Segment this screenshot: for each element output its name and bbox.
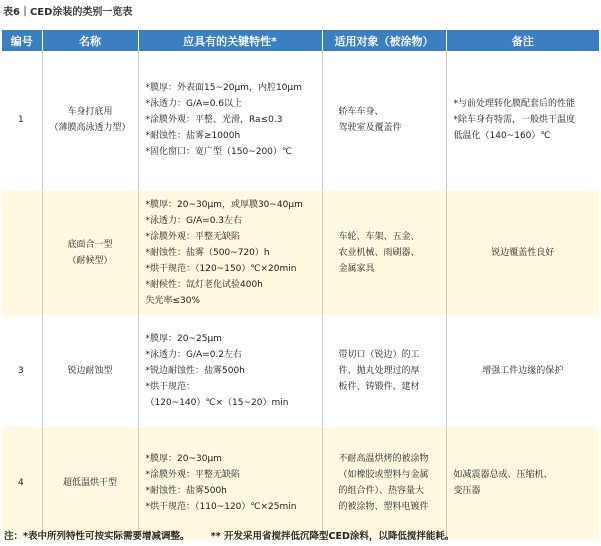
row-key-properties-line: *膜厚：外表面15~20μm，内腔10μm [145, 83, 302, 94]
note-1: 注：*表中所列特性可按实际需要增减调整。 [4, 531, 190, 542]
row-applicable-objects-line: 驾驶室及覆盖件 [338, 123, 402, 134]
header-remarks: 备注 [446, 30, 599, 51]
row-key-properties-line: *膜厚：20~25μm [145, 333, 222, 344]
row-applicable-objects-line: 带切口（锐边）的工 [338, 349, 420, 360]
ced-category-table [2, 30, 599, 540]
row-key-properties-line: *耐蚀性：盐雾≥1000h [145, 131, 241, 142]
row-name-line: 车身打底用 [67, 107, 113, 118]
row-key-properties-line: *耐蚀性：盐雾500h [145, 485, 227, 496]
row-key-properties-line: （120~140）℃×（15~20）min [145, 397, 289, 408]
row-name [42, 190, 138, 315]
table-header-row [2, 30, 599, 51]
row-remarks-line: 锐边覆盖性良好 [491, 247, 555, 258]
header-applicable-objects: 适用对象（被涂物） [322, 30, 446, 51]
row-key-properties-line: *烘干规范： [145, 381, 196, 392]
row-key-properties-line: *涂膜外观：平整、光滑，Ra≤0.3 [145, 115, 283, 126]
row-name [42, 315, 138, 426]
row-name-line: 底面合一型 [67, 239, 113, 250]
row-key-properties-line: *涂膜外观：平整无缺陷 [145, 469, 241, 480]
row-applicable-objects-line: 不耐高温烘烤的被涂物 [338, 453, 429, 464]
row-key-properties-line: *膜厚：20~30μm，或厚膜30~40μm [145, 199, 303, 210]
row-key-properties-line: *烘干规范：（110~120）℃×25min [145, 501, 297, 512]
row-number [2, 190, 42, 315]
row-key-properties-line: *耐蚀性：盐雾（500~720）h [145, 247, 270, 258]
row-remarks-line: 如减震器总成、压缩机、 [453, 469, 553, 480]
row-applicable-objects-line: 农业机械、雨刷器、 [338, 247, 420, 258]
row-applicable-objects [322, 315, 446, 426]
row-key-properties [138, 426, 322, 539]
header-name: 名称 [42, 30, 138, 51]
row-name [42, 51, 138, 190]
row-key-properties-line: *泳透力：G/A=0.3左右 [145, 215, 243, 226]
table-row [2, 190, 599, 315]
row-applicable-objects-line: （如橡胶或塑料与金属 [338, 469, 429, 480]
row-key-properties-line: *锐边耐蚀性：盐雾500h [145, 365, 245, 376]
row-applicable-objects-line: 的被涂物、塑料电镀件 [338, 501, 429, 512]
row-remarks [446, 51, 599, 190]
row-key-properties-line: *涂膜外观：平整无缺陷 [145, 231, 241, 242]
row-key-properties [138, 315, 322, 426]
row-key-properties-line: *泳透力：G/A=0.6以上 [145, 99, 243, 110]
row-name-line: 超低温烘干型 [62, 477, 117, 488]
row-key-properties [138, 51, 322, 190]
row-name-line: 锐边耐蚀型 [67, 365, 113, 376]
row-number: 1 [2, 51, 42, 190]
row-remarks-line: 变压器 [453, 485, 481, 496]
row-remarks-line: *与前处理转化膜配套后的性能 [453, 99, 576, 110]
row-key-properties [138, 190, 322, 315]
row-remarks-line: 低温化（140~160）℃ [453, 131, 551, 142]
row-key-properties-line: *泳透力：G/A=0.2左右 [145, 349, 243, 360]
row-key-properties-line: *烘干规范：（120~150）℃×20min [145, 263, 297, 274]
row-applicable-objects-line: 板件、铸锻件、建材 [338, 381, 420, 392]
row-remarks [446, 190, 599, 315]
row-applicable-objects-line: 的组合件）、热容量大 [338, 485, 425, 496]
row-key-properties-line: *耐候性：氙灯老化试验400h [145, 279, 263, 290]
row-key-properties-line: *固化窗口：宽广型（150~200）℃ [145, 147, 293, 158]
row-applicable-objects [322, 190, 446, 315]
header-number: 编号 [2, 30, 42, 51]
row-remarks-line: 增强工件边缘的保护 [482, 365, 564, 376]
table-notes [4, 528, 472, 542]
row-applicable-objects-line: 轿车车身、 [338, 107, 384, 118]
table-body [2, 51, 599, 539]
table-caption: 表6｜CED涂装的类别一览表 [3, 7, 133, 18]
row-applicable-objects-line: 金属家具 [338, 263, 375, 274]
row-name-line: （薄膜高泳透力型） [49, 123, 131, 134]
row-number: 3 [2, 315, 42, 426]
row-number: 4 [2, 426, 42, 539]
row-applicable-objects-line: 车轮、车架、五金、 [338, 231, 420, 242]
row-key-properties-line: 失光率≤30% [145, 295, 201, 306]
row-remarks-line: *除车身有特需，一般烘干温度 [453, 115, 576, 126]
table-row [2, 315, 599, 426]
table-row [2, 426, 599, 539]
header-key-properties: 应具有的关键特性* [138, 30, 322, 51]
table-row [2, 51, 599, 190]
row-name [42, 426, 138, 539]
row-applicable-objects-line: 件、抛丸处理过的厚 [338, 365, 420, 376]
row-applicable-objects [322, 426, 446, 539]
row-name-line: （耐候型） [67, 255, 113, 266]
row-applicable-objects [322, 51, 446, 190]
row-remarks [446, 426, 599, 539]
row-remarks [446, 315, 599, 426]
note-2: ** 开发采用省搅拌低沉降型CED涂料，以降低搅拌能耗。 [210, 531, 455, 542]
row-key-properties-line: *膜厚：20~30μm [145, 453, 222, 464]
